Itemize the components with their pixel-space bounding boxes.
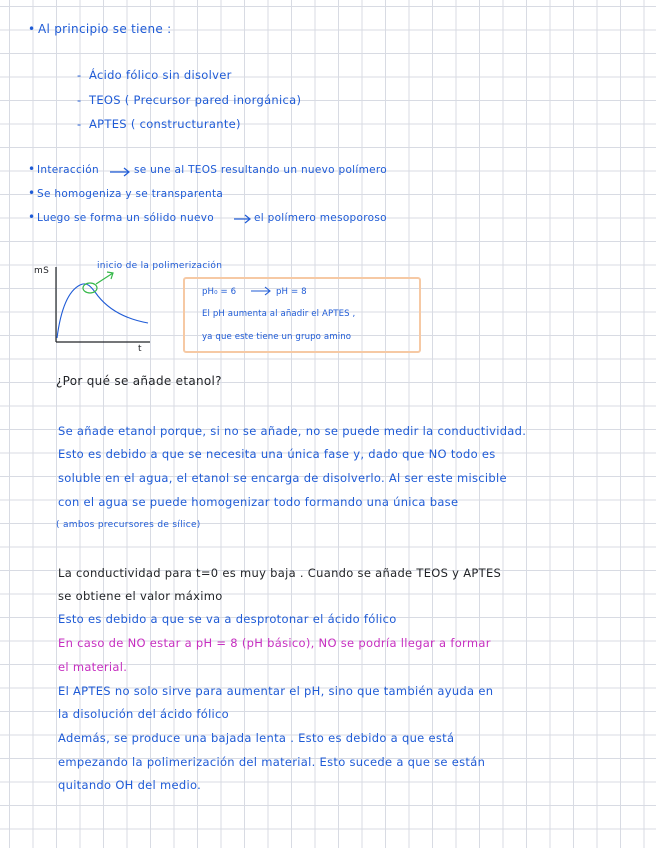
graph-axes [56, 267, 150, 342]
intro-heading: Al principio se tiene : [38, 22, 172, 36]
pink-line-2: el material. [58, 660, 128, 674]
bullet-1-label: Interacción [37, 164, 99, 176]
graph-xlabel: t [138, 344, 142, 354]
pink-line-1: En caso de NO estar a pH = 8 (pH básico), NO se podría llegar a formar [58, 636, 491, 650]
intro-item-1: Ácido fólico sin disolver [89, 68, 232, 82]
bullet-dot: • [28, 162, 36, 176]
bullet-2-label: Se homogeniza y se transparenta [37, 188, 224, 200]
box-ph-initial: pH₀ = 6 [202, 287, 237, 297]
conductivity-line-2: se obtiene el valor máximo [58, 589, 223, 603]
intro-item-3: APTES ( constructurante) [89, 117, 241, 131]
graph-annotation: inicio de la polimerización [97, 261, 223, 271]
curve-line [57, 284, 148, 338]
aptes-line-2: la disolución del ácido fólico [58, 707, 230, 721]
graph-ylabel: mS [34, 266, 50, 276]
ph-note-box [183, 277, 421, 353]
dash-marker: - [77, 93, 82, 107]
bullet-3-rest: el polímero mesoporoso [254, 212, 387, 224]
ademas-line-3: quitando OH del medio. [58, 778, 202, 792]
bullet-dot: • [28, 22, 36, 36]
conductivity-blue-1: Esto es debido a que se va a desprotonar el ácido fólico [58, 612, 397, 626]
bullet-dot: • [28, 186, 36, 200]
bullet-dot: • [28, 210, 36, 224]
answer-line-2: Esto es debido a que se necesita una única fase y, dado que NO todo es [58, 447, 496, 461]
answer-line-3: soluble en el agua, el etanol se encarga de disolverlo. Al ser este miscible [58, 471, 507, 485]
ademas-line-1: Además, se produce una bajada lenta . Esto es debido a que está [58, 731, 455, 745]
answer-line-4: con el agua se puede homogenizar todo formando una única base [58, 495, 459, 509]
answer-line-1: Se añade etanol porque, si no se añade, no se puede medir la conductividad. [58, 424, 527, 438]
question-heading: ¿Por qué se añade etanol? [56, 374, 222, 388]
highlight-circle [83, 283, 97, 293]
box-ph-final: pH = 8 [276, 287, 307, 297]
arrow-up-right-icon [96, 272, 113, 284]
dash-marker: - [77, 68, 82, 82]
intro-item-2: TEOS ( Precursor pared inorgánica) [89, 93, 302, 107]
conductivity-line-1: La conductividad para t=0 es muy baja . Cuando se añade TEOS y APTES [58, 566, 502, 580]
bullet-3-label: Luego se forma un sólido nuevo [37, 212, 214, 224]
box-line-2: El pH aumenta al añadir el APTES , [202, 309, 356, 319]
box-line-3: ya que este tiene un grupo amino [202, 332, 352, 342]
ademas-line-2: empezando la polimerización del material. Esto sucede a que se están [58, 755, 486, 769]
bullet-1-rest: se une al TEOS resultando un nuevo polímero [134, 164, 388, 176]
aptes-line-1: El APTES no solo sirve para aumentar el pH, sino que también ayuda en [58, 684, 494, 698]
dash-marker: - [77, 117, 82, 131]
answer-note: ( ambos precursores de sílice) [56, 520, 201, 530]
